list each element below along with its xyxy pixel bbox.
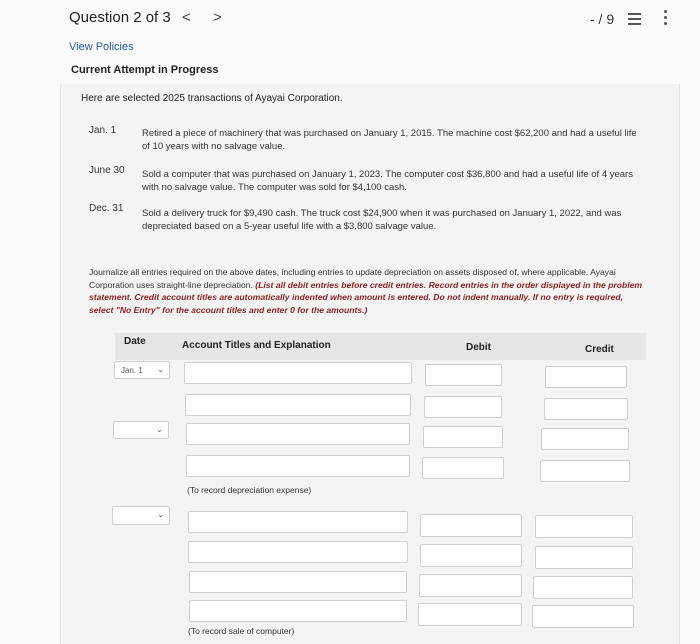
debit-field[interactable] — [422, 457, 504, 479]
date-select[interactable] — [112, 506, 170, 525]
credit-column-header: Credit — [585, 344, 614, 355]
date-select[interactable] — [113, 421, 169, 439]
transaction-date: June 30 — [89, 165, 125, 176]
attempt-status: Current Attempt in Progress — [71, 64, 219, 76]
debit-field[interactable] — [425, 364, 502, 386]
transaction-text: Retired a piece of machinery that was purchased on January 1, 2015. The machine cost $62,200 and had a useful life of 10 years with no salvage value. — [142, 128, 637, 152]
debit-field[interactable] — [420, 544, 522, 567]
account-title-field[interactable] — [186, 423, 410, 445]
chevron-down-icon: ⌄ — [157, 365, 164, 374]
credit-field[interactable] — [544, 398, 628, 420]
account-title-field[interactable] — [184, 362, 412, 384]
entry-note: (To record sale of computer) — [188, 626, 295, 636]
debit-field[interactable] — [424, 396, 502, 418]
more-vertical-icon[interactable] — [664, 10, 668, 26]
transaction-date: Dec. 31 — [89, 203, 124, 214]
credit-field[interactable] — [533, 576, 633, 599]
list-icon[interactable] — [628, 13, 641, 25]
account-title-field[interactable] — [186, 455, 410, 477]
credit-field[interactable] — [541, 428, 629, 450]
transaction-date: Jan. 1 — [89, 125, 117, 136]
credit-field[interactable] — [535, 546, 633, 569]
account-column-header: Account Titles and Explanation — [182, 340, 331, 351]
transaction-text: Sold a delivery truck for $9,490 cash. The truck cost $24,900 when it was purchased on January 1, 2022, and was depreciated based on a 5-year useful life with a $3,800 salvage value. — [142, 208, 622, 232]
credit-field[interactable] — [540, 460, 630, 482]
date-column-header: Date — [124, 336, 146, 347]
date-select-value: Jan. 1 — [121, 366, 143, 375]
account-title-field[interactable] — [185, 394, 411, 416]
account-title-field[interactable] — [188, 541, 408, 563]
chevron-left-icon[interactable]: < — [182, 9, 191, 26]
date-select[interactable] — [114, 361, 170, 379]
instructions-emphasis: (List all debit entries before credit entries. Record entries in the order displayed in the problem statement. Credit account titles are automatically indented when amount is entered. Do not indent manually. If no entry is required, select "No Entry" for the account titles and enter 0 for the amounts.) — [89, 279, 643, 315]
debit-field[interactable] — [418, 603, 522, 626]
chevron-right-icon[interactable]: > — [213, 9, 222, 26]
debit-field[interactable] — [423, 426, 503, 448]
question-label: Question 2 of 3 — [69, 9, 171, 26]
instructions — [89, 266, 649, 316]
debit-field[interactable] — [420, 514, 522, 537]
view-policies-link[interactable]: View Policies — [69, 41, 134, 53]
transaction-text: Sold a computer that was purchased on January 1, 2023. The computer cost $36,800 and had a useful life of 4 years with no salvage value. The computer was sold for $4,100 cash. — [142, 169, 633, 193]
chevron-down-icon: ⌄ — [157, 510, 164, 519]
chevron-down-icon: ⌄ — [156, 425, 163, 434]
credit-field[interactable] — [545, 366, 627, 388]
account-title-field[interactable] — [189, 571, 407, 593]
entry-note: (To record depreciation expense) — [187, 485, 312, 495]
instructions-text: Journalize all entries required on the above dates, including entries to update depreciation on assets disposed of, where applicable. Ayayai Corporation uses straight-line depreciation. — [89, 267, 616, 290]
problem-intro: Here are selected 2025 transactions of Ayayai Corporation. — [81, 93, 343, 104]
debit-column-header: Debit — [466, 342, 491, 353]
score-display: - / 9 — [590, 11, 615, 27]
credit-field[interactable] — [532, 605, 634, 628]
debit-field[interactable] — [419, 574, 522, 597]
account-title-field[interactable] — [189, 600, 407, 622]
account-title-field[interactable] — [188, 511, 408, 533]
credit-field[interactable] — [535, 515, 633, 538]
